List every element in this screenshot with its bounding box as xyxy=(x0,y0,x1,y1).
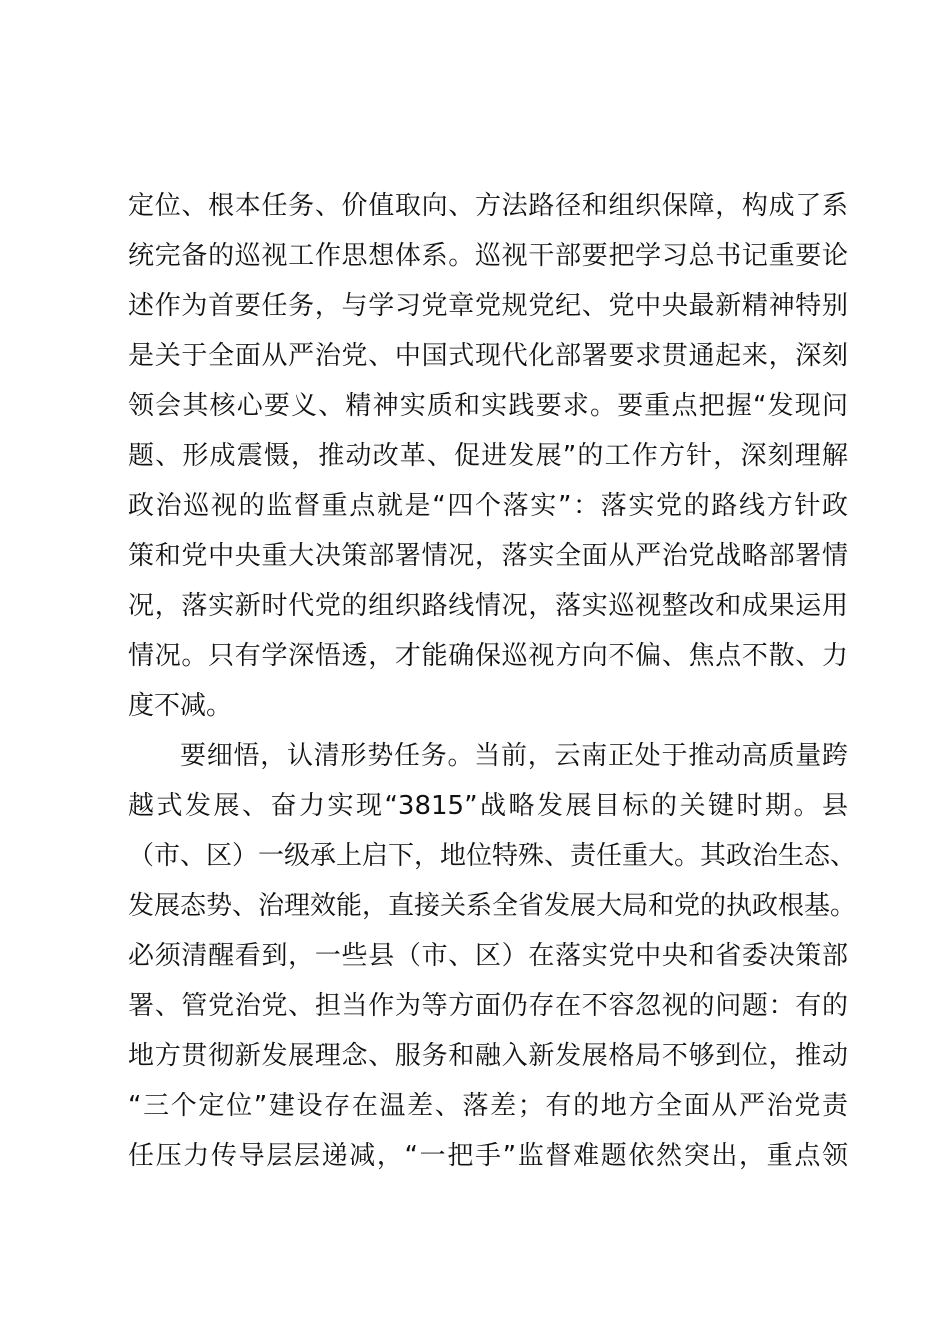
text-line: 策和党中央重大决策部署情况，落实全面从严治党战略部署情 xyxy=(128,541,848,571)
text-line: 必须清醒看到，一些县（市、区）在落实党中央和省委决策部 xyxy=(128,941,848,971)
text-line: 述作为首要任务，与学习党章党规党纪、党中央最新精神特别 xyxy=(128,291,848,321)
text-line: 越式发展、奋力实现“3815”战略发展目标的关键时期。县 xyxy=(128,791,848,821)
text-line: 署、管党治党、担当作为等方面仍存在不容忽视的问题：有的 xyxy=(128,991,848,1021)
text-line: 定位、根本任务、价值取向、方法路径和组织保障，构成了系 xyxy=(128,191,848,221)
body-text xyxy=(128,181,857,1181)
text-line: 统完备的巡视工作思想体系。巡视干部要把学习总书记重要论 xyxy=(128,241,848,271)
paragraph-first-line: 要细悟，认清形势任务。当前，云南正处于推动高质量跨 xyxy=(180,741,848,771)
text-line: “三个定位”建设存在温差、落差；有的地方全面从严治党责 xyxy=(128,1091,848,1121)
text-line: 是关于全面从严治党、中国式现代化部署要求贯通起来，深刻 xyxy=(128,341,848,371)
text-line: 地方贯彻新发展理念、服务和融入新发展格局不够到位，推动 xyxy=(128,1041,848,1071)
text-line: 情况。只有学深悟透，才能确保巡视方向不偏、焦点不散、力 xyxy=(128,641,848,671)
text-line: 领会其核心要义、精神实质和实践要求。要重点把握“发现问 xyxy=(128,391,848,421)
text-line: 政治巡视的监督重点就是“四个落实”：落实党的路线方针政 xyxy=(128,491,848,521)
text-line: 况，落实新时代党的组织路线情况，落实巡视整改和成果运用 xyxy=(128,591,848,621)
text-line: 发展态势、治理效能，直接关系全省发展大局和党的执政根基。 xyxy=(128,891,857,921)
text-line: （市、区）一级承上启下，地位特殊、责任重大。其政治生态、 xyxy=(128,841,857,871)
text-line: 度不减。 xyxy=(128,691,233,721)
text-line: 题、形成震慑，推动改革、促进发展”的工作方针，深刻理解 xyxy=(128,441,848,471)
text-line: 任压力传导层层递减，“一把手”监督难题依然突出，重点领 xyxy=(128,1141,848,1171)
